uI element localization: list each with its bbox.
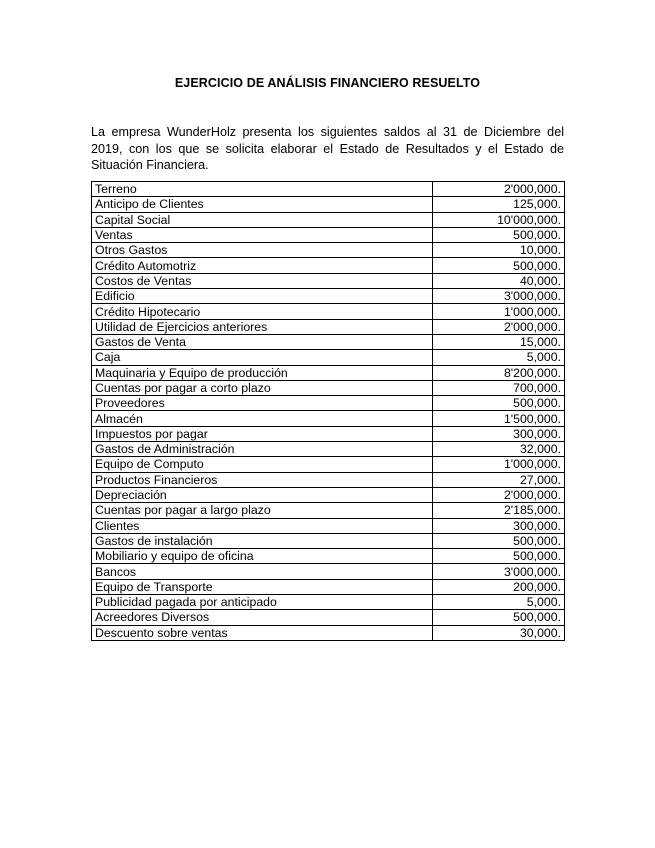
account-amount-cell: 10'000,000. [433,212,565,227]
account-amount-cell: 700,000. [433,380,565,395]
account-concept-cell: Caja [92,350,433,365]
account-concept-cell: Impuestos por pagar [92,426,433,441]
account-balances-body [92,182,565,641]
account-amount-cell: 2'185,000. [433,503,565,518]
table-row [92,243,565,258]
account-concept-cell: Cuentas por pagar a corto plazo [92,380,433,395]
table-row [92,304,565,319]
account-amount-cell: 27,000. [433,472,565,487]
account-concept-cell: Depreciación [92,487,433,502]
table-row [92,487,565,502]
account-amount-cell: 1'000,000. [433,304,565,319]
table-row [92,227,565,242]
table-row [92,319,565,334]
table-row [92,564,565,579]
account-amount-cell: 500,000. [433,549,565,564]
account-concept-cell: Crédito Automotriz [92,258,433,273]
account-concept-cell: Anticipo de Clientes [92,197,433,212]
account-concept-cell: Gastos de Venta [92,334,433,349]
account-amount-cell: 40,000. [433,273,565,288]
table-row [92,625,565,640]
account-amount-cell: 3'000,000. [433,564,565,579]
account-amount-cell: 8'200,000. [433,365,565,380]
table-row [92,426,565,441]
account-concept-cell: Publicidad pagada por anticipado [92,595,433,610]
account-concept-cell: Capital Social [92,212,433,227]
account-amount-cell: 5,000. [433,595,565,610]
account-amount-cell: 10,000. [433,243,565,258]
account-amount-cell: 500,000. [433,610,565,625]
table-row [92,273,565,288]
account-concept-cell: Terreno [92,182,433,197]
account-concept-cell: Edificio [92,289,433,304]
table-row [92,380,565,395]
account-amount-cell: 200,000. [433,579,565,594]
table-row [92,365,565,380]
account-amount-cell: 32,000. [433,442,565,457]
table-row [92,197,565,212]
table-row [92,258,565,273]
account-amount-cell: 2'000,000. [433,487,565,502]
table-row [92,289,565,304]
table-row [92,457,565,472]
account-concept-cell: Utilidad de Ejercicios anteriores [92,319,433,334]
table-row [92,350,565,365]
table-row [92,334,565,349]
account-amount-cell: 2'000,000. [433,182,565,197]
table-row [92,411,565,426]
table-row [92,396,565,411]
table-row [92,533,565,548]
account-concept-cell: Maquinaria y Equipo de producción [92,365,433,380]
account-concept-cell: Clientes [92,518,433,533]
account-amount-cell: 15,000. [433,334,565,349]
account-concept-cell: Bancos [92,564,433,579]
table-row [92,518,565,533]
account-amount-cell: 3'000,000. [433,289,565,304]
account-amount-cell: 2'000,000. [433,319,565,334]
account-concept-cell: Almacén [92,411,433,426]
table-row [92,472,565,487]
account-amount-cell: 1'000,000. [433,457,565,472]
account-concept-cell: Crédito Hipotecario [92,304,433,319]
account-concept-cell: Costos de Ventas [92,273,433,288]
account-amount-cell: 125,000. [433,197,565,212]
account-amount-cell: 500,000. [433,227,565,242]
account-concept-cell: Equipo de Computo [92,457,433,472]
account-amount-cell: 1'500,000. [433,411,565,426]
account-concept-cell: Gastos de Administración [92,442,433,457]
account-concept-cell: Gastos de instalación [92,533,433,548]
document-title: EJERCICIO DE ANÁLISIS FINANCIERO RESUELTO [174,76,481,90]
table-row [92,610,565,625]
table-row [92,212,565,227]
account-amount-cell: 30,000. [433,625,565,640]
table-row [92,182,565,197]
account-concept-cell: Productos Financieros [92,472,433,487]
account-concept-cell: Ventas [92,227,433,242]
account-amount-cell: 5,000. [433,350,565,365]
table-row [92,579,565,594]
account-concept-cell: Cuentas por pagar a largo plazo [92,503,433,518]
account-amount-cell: 500,000. [433,533,565,548]
table-row [92,549,565,564]
table-row [92,442,565,457]
account-concept-cell: Acreedores Diversos [92,610,433,625]
table-row [92,595,565,610]
account-concept-cell: Mobiliario y equipo de oficina [92,549,433,564]
account-concept-cell: Otros Gastos [92,243,433,258]
account-amount-cell: 300,000. [433,426,565,441]
account-balances-table [91,181,565,641]
account-amount-cell: 300,000. [433,518,565,533]
account-amount-cell: 500,000. [433,258,565,273]
intro-paragraph: La empresa WunderHolz presenta los siguientes saldos al 31 de Diciembre del 2019, con los que se solicita elaborar el Estado de Resultados y el Estado de Situación Financiera. [91,125,564,172]
table-row [92,503,565,518]
account-concept-cell: Equipo de Transporte [92,579,433,594]
account-amount-cell: 500,000. [433,396,565,411]
account-concept-cell: Descuento sobre ventas [92,625,433,640]
account-concept-cell: Proveedores [92,396,433,411]
